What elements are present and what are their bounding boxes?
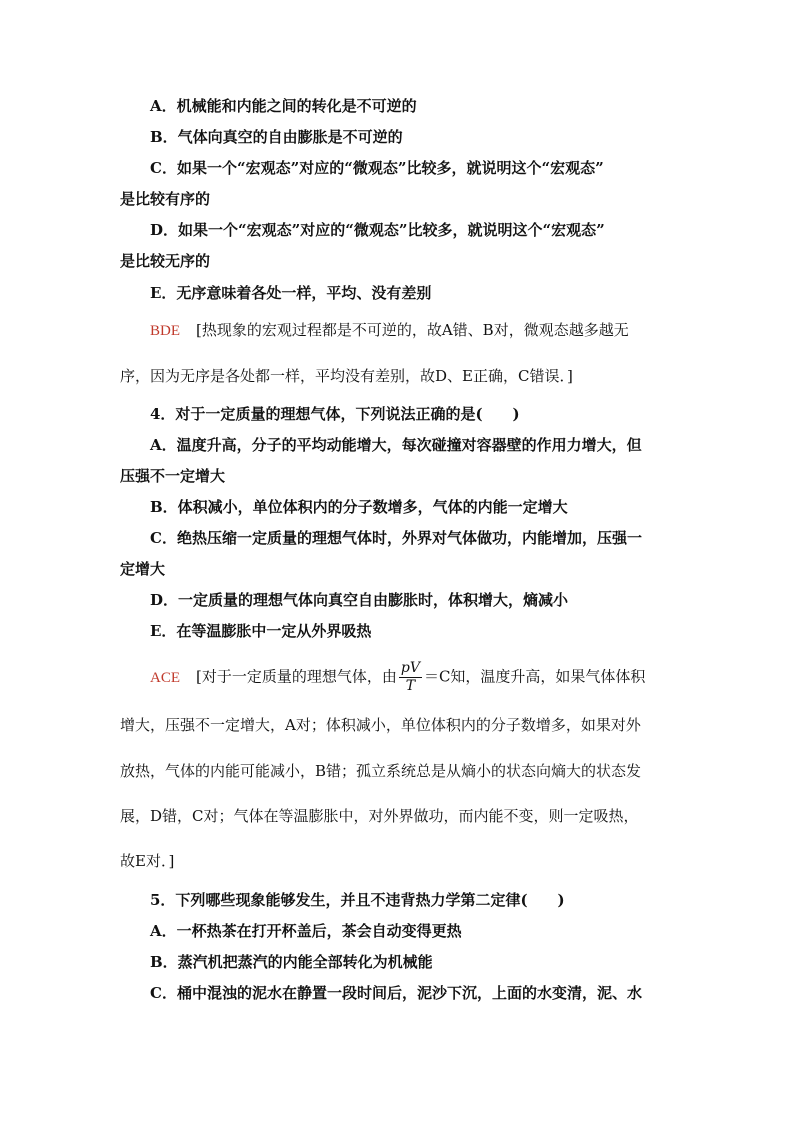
q4-option-b: B．体积减小，单位体积内的分子数增多，气体的内能一定增大 bbox=[150, 498, 568, 516]
q5-option-b: B．蒸汽机把蒸汽的内能全部转化为机械能 bbox=[150, 953, 433, 971]
fraction-numerator: pV bbox=[400, 660, 420, 676]
q4-explanation-line-4: 展，D错，C对；气体在等温膨胀中，对外界做功，而内能不变，则一定吸热， bbox=[120, 807, 639, 825]
q4-explanation bbox=[150, 660, 646, 694]
q3-option-d-cont: 是比较无序的 bbox=[120, 252, 211, 270]
q3-explanation-cont: 序，因为无序是各处都一样，平均没有差别，故D、E正确，C错误．] bbox=[120, 367, 573, 385]
q4-stem: 4．对于一定质量的理想气体，下列说法正确的是( ) bbox=[150, 405, 520, 423]
q4-option-d: D．一定质量的理想气体向真空自由膨胀时，体积增大，熵减小 bbox=[150, 591, 569, 609]
q4-option-a-cont: 压强不一定增大 bbox=[120, 467, 226, 485]
q5-option-a: A．一杯热茶在打开杯盖后，茶会自动变得更热 bbox=[150, 922, 462, 940]
q3-option-c-cont: 是比较有序的 bbox=[120, 190, 211, 208]
q3-explanation-text: [热现象的宏观过程都是不可逆的，故A错、B对，微观态越多越无 bbox=[196, 321, 629, 339]
q4-answer: ACE bbox=[150, 669, 180, 686]
q4-explanation-line-5: 故E对．] bbox=[120, 852, 175, 870]
q5-option-c: C．桶中混浊的泥水在静置一段时间后，泥沙下沉，上面的水变清，泥、水 bbox=[150, 984, 642, 1002]
q3-option-e: E．无序意味着各处一样，平均、没有差别 bbox=[150, 284, 432, 302]
q4-option-a: A．温度升高，分子的平均动能增大，每次碰撞对容器壁的作用力增大，但 bbox=[150, 436, 642, 454]
q3-option-b: B．气体向真空的自由膨胀是不可逆的 bbox=[150, 128, 403, 146]
q3-option-a: A．机械能和内能之间的转化是不可逆的 bbox=[150, 97, 417, 115]
q4-explanation-text: [对于一定质量的理想气体，由 bbox=[196, 667, 397, 686]
q3-explanation bbox=[150, 320, 629, 341]
q4-explanation-line-2: 增大，压强不一定增大，A对；体积减小，单位体积内的分子数增多，如果对外 bbox=[120, 716, 641, 734]
q4-explanation-line-3: 放热，气体的内能可能减小，B错；孤立系统总是从熵小的状态向熵大的状态发 bbox=[120, 762, 642, 780]
q4-option-e: E．在等温膨胀中一定从外界吸热 bbox=[150, 622, 372, 640]
equation-constant: ＝C bbox=[423, 667, 451, 686]
q4-option-c: C．绝热压缩一定质量的理想气体时，外界对气体做功，内能增加，压强一 bbox=[150, 529, 642, 547]
q5-stem: 5．下列哪些现象能够发生，并且不违背热力学第二定律( ) bbox=[150, 891, 565, 909]
q4-option-c-cont: 定增大 bbox=[120, 560, 166, 578]
fraction-denominator: T bbox=[405, 678, 416, 694]
q3-option-c: C．如果一个“宏观态”对应的“微观态”比较多，就说明这个“宏观态” bbox=[150, 159, 604, 177]
q3-option-d: D．如果一个“宏观态”对应的“微观态”比较多，就说明这个“宏观态” bbox=[150, 221, 605, 239]
q4-explanation-text-2: 知，温度升高，如果气体体积 bbox=[450, 667, 646, 686]
q3-answer: BDE bbox=[150, 323, 180, 339]
pv-over-t-fraction bbox=[399, 660, 422, 695]
